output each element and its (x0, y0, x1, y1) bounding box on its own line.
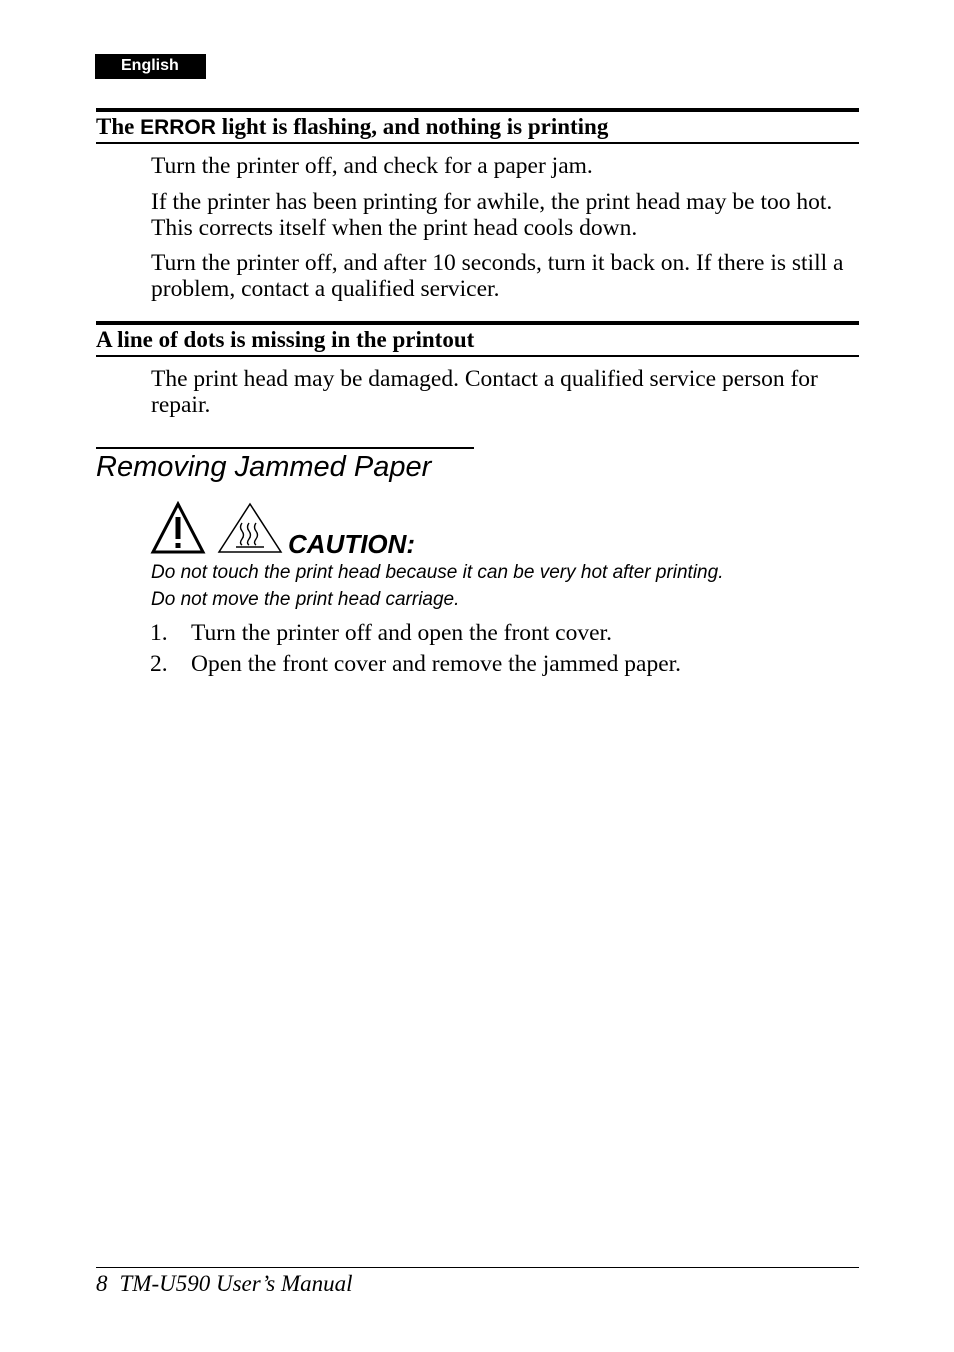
warning-triangle-icon (150, 501, 206, 555)
section-heading-missing-dots: A line of dots is missing in the printout (96, 321, 859, 357)
step-text: Turn the printer off and open the front cover. (191, 620, 612, 646)
step-number: 1. (150, 620, 168, 646)
heading-keyword-error: ERROR (140, 116, 216, 139)
heading-suffix: light is flashing, and nothing is printing (221, 114, 609, 139)
footer-divider (96, 1267, 859, 1268)
hot-surface-icon (216, 501, 284, 555)
step-number: 2. (150, 651, 168, 677)
step-text: Open the front cover and remove the jammed paper. (191, 651, 682, 677)
page-number: 8 (96, 1271, 108, 1296)
paragraph-paper-jam: Turn the printer off, and check for a paper jam. (151, 153, 593, 179)
page-subtitle-removing-jammed-paper: Removing Jammed Paper (96, 447, 474, 484)
heading-prefix: The (96, 114, 135, 139)
manual-title: TM-U590 User’s Manual (119, 1271, 353, 1296)
caution-line-print-head-hot: Do not touch the print head because it can be very hot after printing. (151, 562, 724, 583)
language-tab: English (95, 54, 206, 79)
section-heading-error-light (96, 108, 859, 144)
caution-label: CAUTION: (288, 529, 416, 559)
caution-line-carriage: Do not move the print head carriage. (151, 589, 460, 610)
list-item-step-1 (150, 618, 860, 648)
paragraph-print-head-damaged: The print head may be damaged. Contact a qualified service person for repair. (151, 366, 818, 418)
paragraph-print-head-hot: If the printer has been printing for awhile, the print head may be too hot. This corrects itself when the print head cools down. (151, 189, 833, 241)
paragraph-restart-printer: Turn the printer off, and after 10 seconds, turn it back on. If there is still a problem, contact a qualified servicer. (151, 250, 844, 302)
list-item-step-2 (150, 649, 860, 679)
page-footer (96, 1270, 353, 1298)
